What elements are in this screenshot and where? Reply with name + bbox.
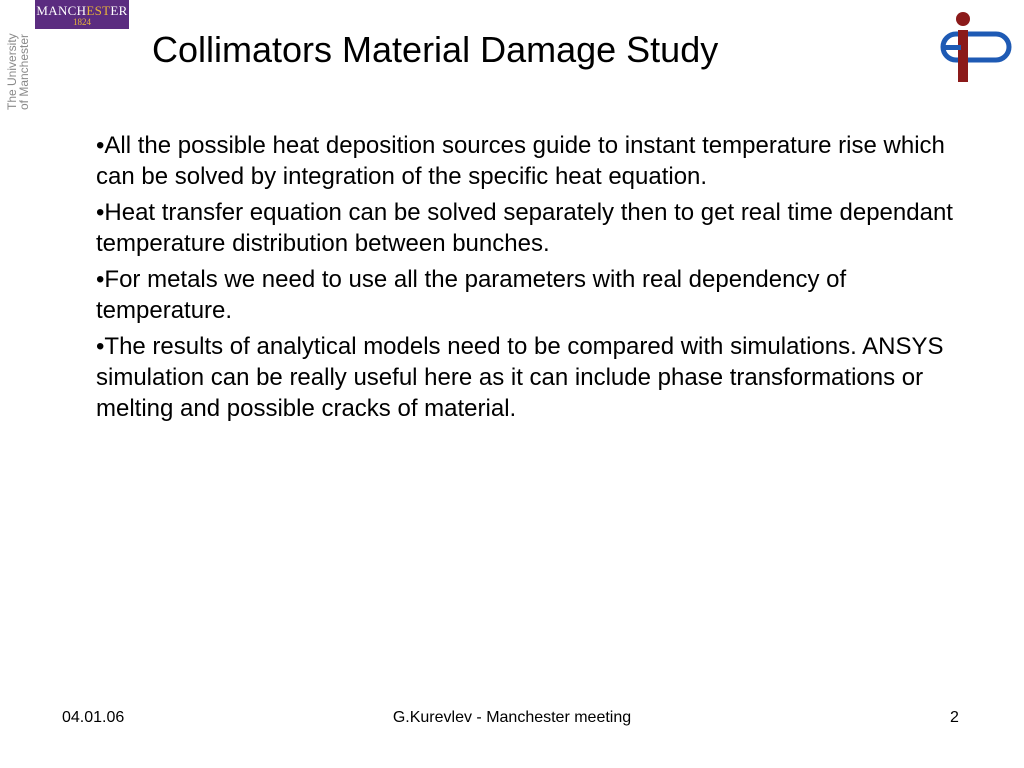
- university-logo: [35, 0, 129, 29]
- logo-red-bar: [958, 30, 968, 82]
- footer-date: 04.01.06: [62, 709, 125, 726]
- bullet-item: •The results of analytical models need to be compared with simulations. ANSYS simulation can be really useful here as it can include phase transformations or melting and possible cracks of material.: [96, 333, 944, 422]
- logo-blue-stub: [943, 45, 961, 50]
- university-name-line2: of Manchester: [17, 33, 31, 110]
- slide-title: Collimators Material Damage Study: [152, 29, 719, 70]
- logo-wordmark: MANCHESTER: [36, 3, 128, 18]
- university-name-vertical: [6, 30, 30, 110]
- university-name-line1: The University: [5, 33, 19, 110]
- logo-year: 1824: [73, 17, 91, 27]
- bullet-item: •Heat transfer equation can be solved separately then to get real time dependant temperature distribution between bunches.: [96, 199, 953, 257]
- logo-red-dot: [956, 12, 970, 26]
- bullet-item: •All the possible heat deposition sources guide to instant temperature rise which can be solved by integration of the specific heat equation.: [96, 132, 945, 190]
- page-number: 2: [950, 709, 959, 726]
- bullet-item: •For metals we need to use all the parameters with real dependency of temperature.: [96, 266, 847, 324]
- bullet-list: [96, 130, 966, 429]
- cockcroft-logo-icon: [940, 10, 1012, 84]
- footer-presenter: G.Kurevlev - Manchester meeting: [392, 709, 632, 726]
